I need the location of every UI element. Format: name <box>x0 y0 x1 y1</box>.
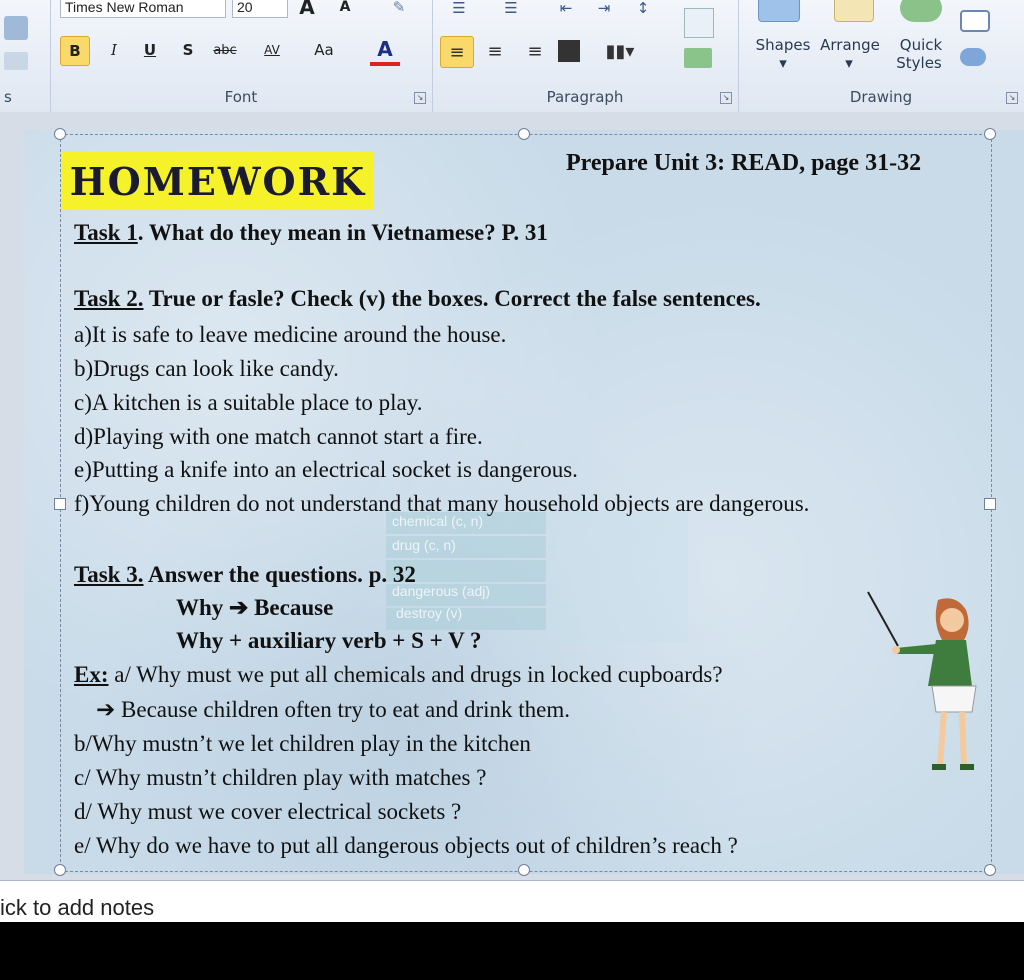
task2-text: True or fasle? Check (v) the boxes. Correct the false sentences. <box>143 286 761 311</box>
layout-icon[interactable] <box>4 16 28 40</box>
group-label-slides: s <box>4 88 12 106</box>
group-label-paragraph: Paragraph <box>546 88 624 106</box>
example-label: Ex: <box>74 662 109 687</box>
ghost-word: chemical (c, n) <box>392 513 484 529</box>
task2-label: Task 2. <box>74 286 144 311</box>
arrange-button[interactable]: Arrange <box>820 36 880 54</box>
quick-styles-icon[interactable] <box>900 0 942 22</box>
columns-button[interactable]: ▮▮▾ <box>605 40 635 62</box>
font-dialog-launcher[interactable]: ↘ <box>414 92 426 104</box>
ribbon-group-drawing <box>738 0 1024 112</box>
example-answer: ➔ Because children often try to eat and drink them. <box>96 697 571 722</box>
example-question-line <box>74 662 723 688</box>
shape-fill-icon[interactable] <box>960 10 990 32</box>
task2-line <box>74 286 761 312</box>
task1-label: Task 1 <box>74 220 138 245</box>
group-label-font: Font <box>224 88 258 106</box>
ribbon-group-font <box>50 0 433 112</box>
line-spacing-icon[interactable]: ↕ <box>636 0 650 17</box>
notes-placeholder[interactable]: ick to add notes <box>0 895 155 920</box>
question-item: d/ Why must we cover electrical sockets ? <box>74 799 462 824</box>
shapes-button[interactable]: Shapes <box>755 36 811 54</box>
align-right-button[interactable]: ≡ <box>527 40 543 62</box>
task2-item: e)Putting a knife into an electrical socket is dangerous. <box>74 457 578 482</box>
task3-text: Answer the questions. p. 32 <box>143 562 416 587</box>
homework-banner: HOMEWORK <box>62 152 374 210</box>
bold-button[interactable]: B <box>60 36 90 66</box>
ribbon <box>0 0 1024 113</box>
resize-handle-br[interactable] <box>984 864 996 876</box>
why-formula-line: Why + auxiliary verb + S + V ? <box>176 628 482 653</box>
resize-handle-top[interactable] <box>518 128 530 140</box>
why-because-line: Why ➔ Because <box>176 595 334 620</box>
ghost-word: destroy (v) <box>396 605 463 621</box>
ghost-word: drug (c, n) <box>392 537 456 553</box>
character-spacing-button[interactable]: AV <box>264 43 280 57</box>
ribbon-group-paragraph <box>432 0 739 112</box>
teacher-clipart <box>860 590 990 790</box>
reset-icon[interactable] <box>4 52 28 70</box>
ribbon-group-slides <box>0 0 51 112</box>
task3-label: Task 3. <box>74 562 144 587</box>
bottom-black-bar <box>0 922 1024 980</box>
task2-item: d)Playing with one match cannot start a fire. <box>74 424 483 449</box>
bullets-icon[interactable]: ☰ <box>452 0 466 17</box>
prepare-heading: Prepare Unit 3: READ, page 31-32 <box>566 150 922 176</box>
resize-handle-tr[interactable] <box>984 128 996 140</box>
shapes-icon[interactable] <box>758 0 800 22</box>
quick-styles-label-2[interactable]: Styles <box>896 54 942 72</box>
underline-button[interactable]: U <box>143 41 157 59</box>
numbering-icon[interactable]: ☰ <box>504 0 518 17</box>
question-item: b/Why mustn’t we let children play in the kitchen <box>74 731 531 756</box>
text-direction-icon[interactable] <box>684 8 714 38</box>
font-family-combo[interactable]: Times New Roman <box>60 0 226 18</box>
task2-item: f)Young children do not understand that many household objects are dangerous. <box>74 491 810 516</box>
task3-line <box>74 562 416 588</box>
resize-handle-tl[interactable] <box>54 128 66 140</box>
task2-item: a)It is safe to leave medicine around the house. <box>74 322 507 347</box>
clear-format-icon[interactable]: ✎ <box>392 0 406 16</box>
example-question: a/ Why must we put all chemicals and drugs in locked cupboards? <box>108 662 723 687</box>
increase-indent-icon[interactable]: ⇥ <box>597 0 611 17</box>
grow-font-button[interactable]: A <box>299 0 315 19</box>
ghost-cell <box>548 512 688 642</box>
drawing-dialog-launcher[interactable]: ↘ <box>1006 92 1018 104</box>
align-center-button[interactable]: ≡ <box>487 40 503 62</box>
ghost-word: dangerous (adj) <box>392 583 491 599</box>
resize-handle-left[interactable] <box>54 498 66 510</box>
task2-item: c)A kitchen is a suitable place to play. <box>74 390 423 415</box>
convert-smartart-icon[interactable] <box>684 48 712 68</box>
arrange-dropdown-icon[interactable]: ▾ <box>845 54 853 72</box>
question-item: c/ Why mustn’t children play with matches ? <box>74 765 487 790</box>
arrange-icon[interactable] <box>834 0 874 22</box>
shrink-font-button[interactable]: A <box>339 0 351 15</box>
task1-text: . What do they mean in Vietnamese? P. 31 <box>137 220 548 245</box>
italic-button[interactable]: I <box>111 41 117 59</box>
strikethrough-button[interactable]: abc <box>213 42 237 58</box>
font-size-combo[interactable]: 20 <box>232 0 288 18</box>
resize-handle-right[interactable] <box>984 498 996 510</box>
resize-handle-bl[interactable] <box>54 864 66 876</box>
text-shadow-button[interactable]: S <box>182 41 194 59</box>
paragraph-dialog-launcher[interactable]: ↘ <box>720 92 732 104</box>
task1-line <box>74 220 548 246</box>
font-color-button[interactable]: A <box>370 36 400 66</box>
justify-button[interactable] <box>558 40 580 62</box>
shape-effects-icon[interactable] <box>960 48 986 66</box>
group-label-drawing: Drawing <box>849 88 913 106</box>
shapes-dropdown-icon[interactable]: ▾ <box>779 54 787 72</box>
question-item: e/ Why do we have to put all dangerous objects out of children’s reach ? <box>74 833 738 858</box>
align-left-button[interactable]: ≡ <box>440 36 474 68</box>
task2-item: b)Drugs can look like candy. <box>74 356 339 381</box>
resize-handle-bottom[interactable] <box>518 864 530 876</box>
decrease-indent-icon[interactable]: ⇤ <box>559 0 573 17</box>
change-case-button[interactable]: Aa <box>314 41 334 59</box>
quick-styles-label-1[interactable]: Quick <box>899 36 943 54</box>
